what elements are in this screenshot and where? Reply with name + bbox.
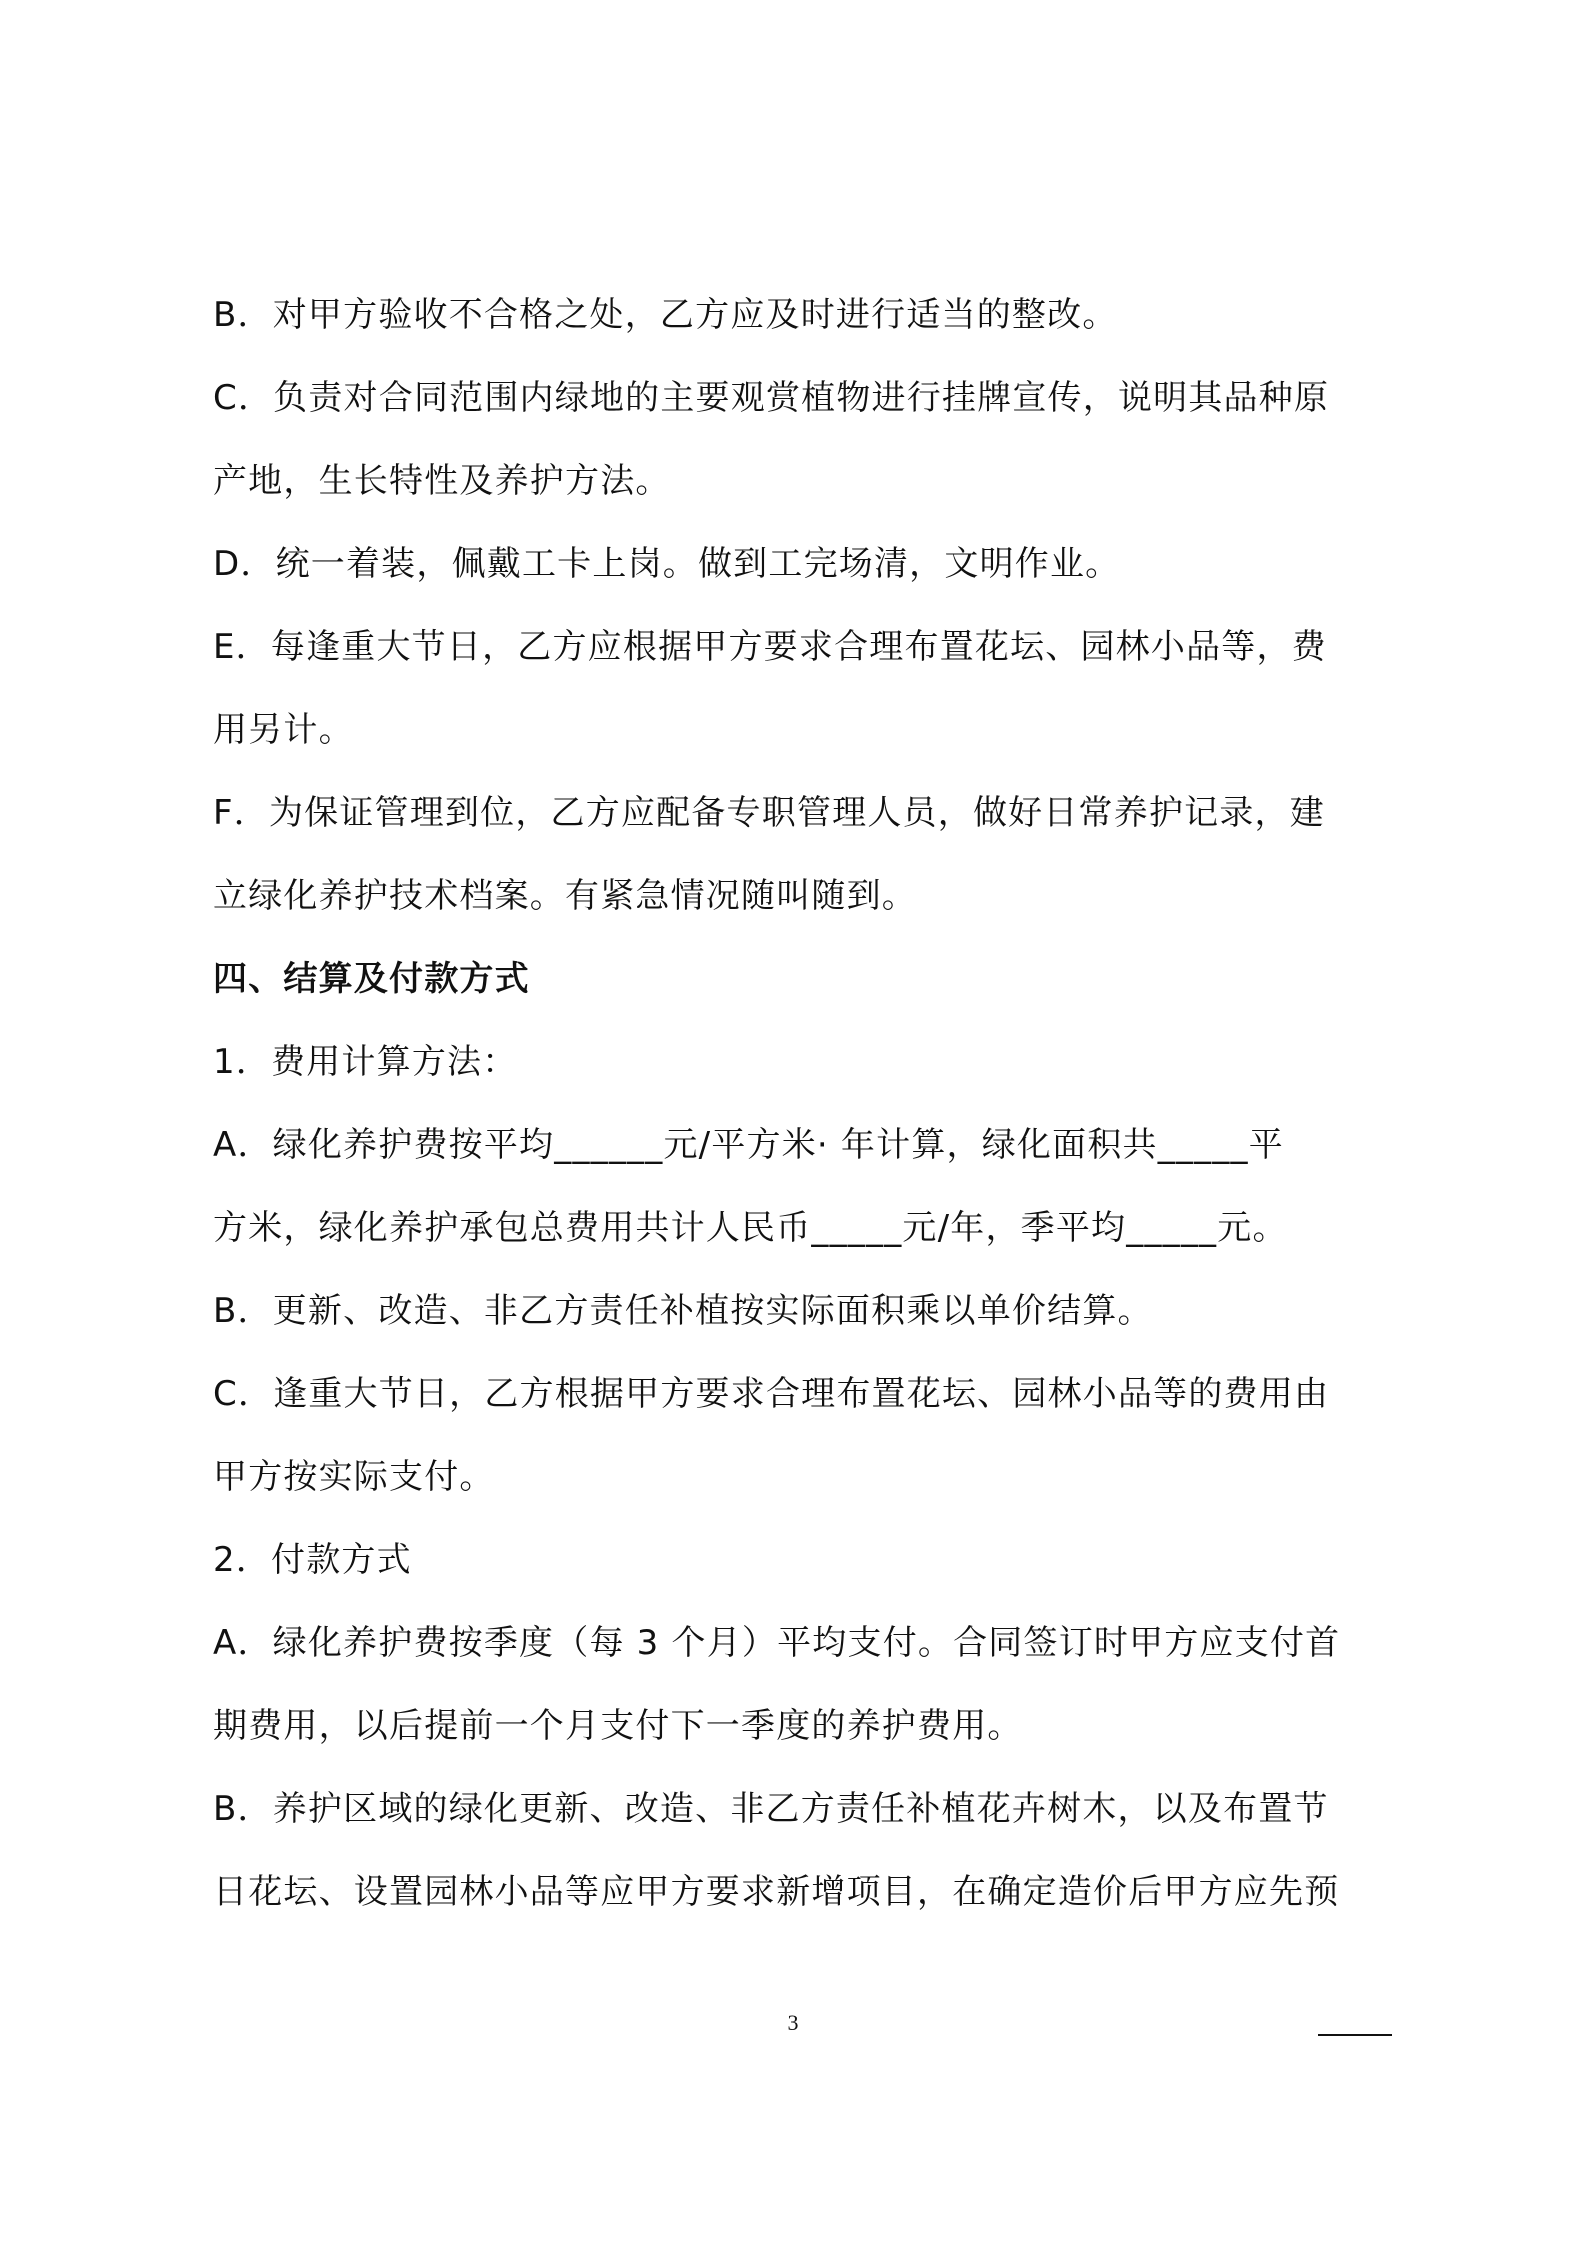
text-line: 立绿化养护技术档案。有紧急情况随叫随到。	[213, 876, 917, 916]
section-heading: 四、结算及付款方式	[213, 959, 530, 999]
text-line: 用另计。	[213, 710, 354, 750]
text-line: B．养护区域的绿化更新、改造、非乙方责任补植花卉树木，以及布置节	[213, 1789, 1329, 1829]
text-line: E．每逢重大节日，乙方应根据甲方要求合理布置花坛、园林小品等，费	[213, 627, 1327, 667]
text-line: F．为保证管理到位，乙方应配备专职管理人员，做好日常养护记录，建	[213, 793, 1325, 833]
text-line: 2．付款方式	[213, 1540, 412, 1580]
text-line: D．统一着装，佩戴工卡上岗。做到工完场清，文明作业。	[213, 544, 1121, 584]
text-line: 方米，绿化养护承包总费用共计人民币_____元/年，季平均_____元。	[213, 1208, 1288, 1248]
text-line: A．绿化养护费按季度（每 3 个月）平均支付。合同签订时甲方应支付首	[213, 1623, 1341, 1663]
text-line: B．更新、改造、非乙方责任补植按实际面积乘以单价结算。	[213, 1291, 1153, 1331]
text-line: 1．费用计算方法：	[213, 1042, 518, 1082]
text-line: C．负责对合同范围内绿地的主要观赏植物进行挂牌宣传，说明其品种原	[213, 378, 1330, 418]
text-line: 期费用，以后提前一个月支付下一季度的养护费用。	[213, 1706, 1023, 1746]
page-number: 3	[787, 2010, 799, 2035]
text-line: 甲方按实际支付。	[213, 1457, 495, 1497]
text-line: B．对甲方验收不合格之处，乙方应及时进行适当的整改。	[213, 295, 1118, 335]
text-line: C．逢重大节日，乙方根据甲方要求合理布置花坛、园林小品等的费用由	[213, 1374, 1330, 1414]
text-line: 产地，生长特性及养护方法。	[213, 461, 671, 501]
footer-rule	[1318, 2034, 1392, 2036]
text-line: 日花坛、设置园林小品等应甲方要求新增项目，在确定造价后甲方应先预	[213, 1872, 1340, 1912]
text-line: A．绿化养护费按平均______元/平方米· 年计算，绿化面积共_____平	[213, 1125, 1284, 1165]
